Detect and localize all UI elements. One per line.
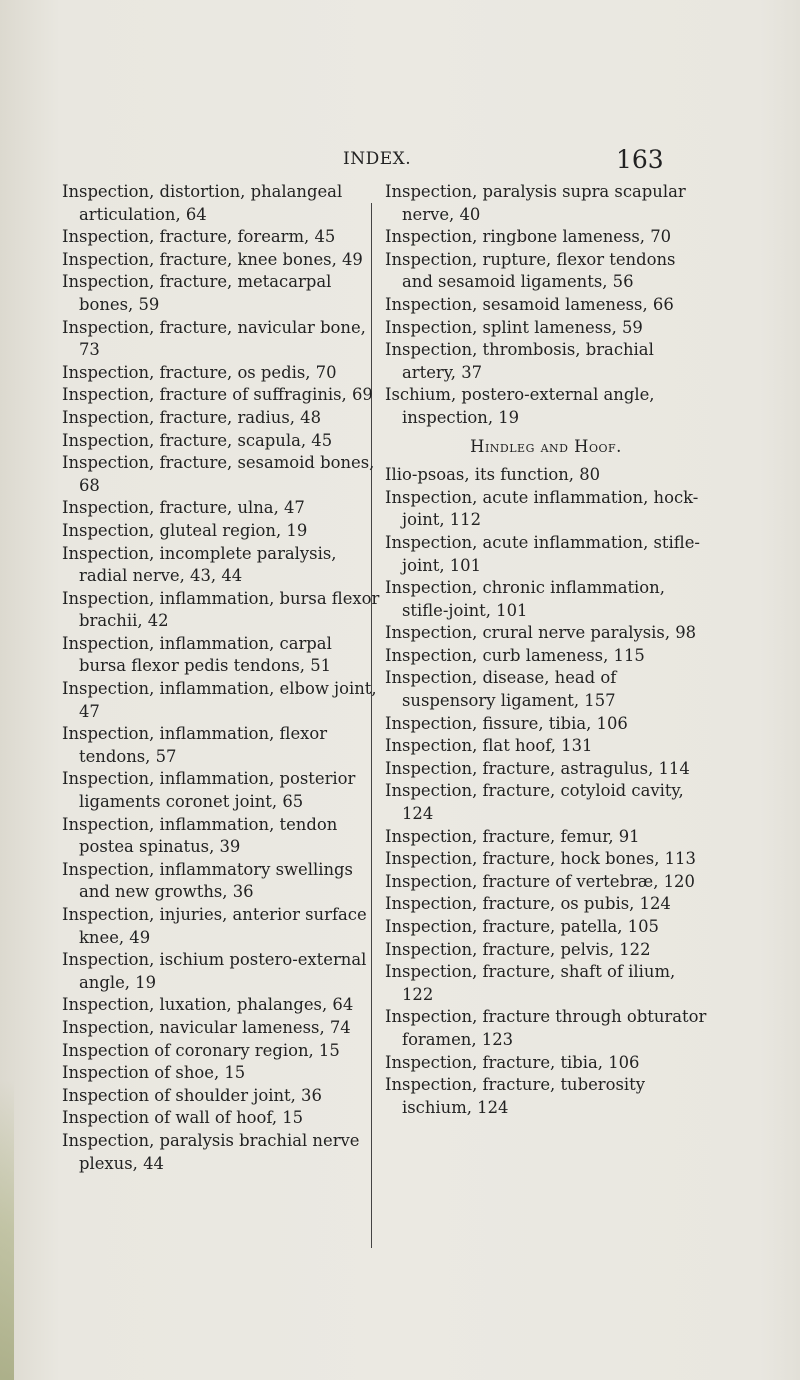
index-entry: Inspection, acute inflammation, hock-joint, 112 xyxy=(385,487,699,530)
index-entry: Inspection, fracture of vertebræ, 120 xyxy=(385,871,695,891)
index-entry: Inspection, sesamoid lameness, 66 xyxy=(385,294,674,314)
index-entry: Inspection, fracture, femur, 91 xyxy=(385,826,640,846)
index-column-right xyxy=(385,181,707,1119)
index-entry: Inspection, inflammation, flexor tendons, 57 xyxy=(62,724,328,766)
index-entry: Inspection, flat hoof, 131 xyxy=(385,736,593,756)
section-heading: Hindleg and Hoof. xyxy=(470,436,622,456)
index-entry: Inspection, paralysis supra scapular nerve, 40 xyxy=(385,182,686,224)
index-entry: Inspection, thrombosis, brachial artery, 37 xyxy=(385,340,654,382)
index-entry: Inspection, fracture, patella, 105 xyxy=(385,917,659,936)
index-entry: Inspection, acute inflammation, stifle-joint, 101 xyxy=(385,532,700,575)
index-entry: Inspection, paralysis brachial nerve plexus, 44 xyxy=(62,1130,360,1173)
index-entry: Inspection, fracture, shaft of ilium, 122 xyxy=(385,962,676,1004)
index-entry: Inspection, fracture, tibia, 106 xyxy=(385,1052,640,1072)
index-entry: Inspection, fracture, os pedis, 70 xyxy=(62,362,337,382)
index-entry: Inspection, luxation, phalanges, 64 xyxy=(62,995,354,1015)
index-entry: Inspection, inflammation, elbow joint, 47 xyxy=(62,679,377,721)
index-entry: Inspection, fracture, sesamoid bones, 68 xyxy=(62,453,375,495)
index-entry: Inspection, incomplete paralysis, radial nerve, 43, 44 xyxy=(62,543,337,586)
index-entry: Inspection, fracture, scapula, 45 xyxy=(62,430,333,450)
index-entry: Inspection, fracture, metacarpal bones, 59 xyxy=(62,272,332,314)
page-edge-stain xyxy=(0,1080,14,1380)
index-list-forelimb-continued xyxy=(385,181,707,430)
index-entry: Inspection, splint lameness, 59 xyxy=(385,317,643,337)
index-entry: Ischium, postero-external angle, inspection, 19 xyxy=(385,385,655,427)
index-entry: Inspection, inflammatory swellings and new growths, 36 xyxy=(62,859,353,902)
index-entry: Inspection, disease, head of suspensory ligament, 157 xyxy=(385,668,617,711)
index-entry: Inspection of coronary region, 15 xyxy=(62,1040,340,1060)
index-entry: Inspection, inflammation, tendon postea spinatus, 39 xyxy=(62,814,338,857)
index-entry: Inspection, fissure, tibia, 106 xyxy=(385,713,628,733)
index-entry: Inspection, chronic inflammation, stifle-joint, 101 xyxy=(385,578,665,620)
index-entry: Inspection, fracture, forearm, 45 xyxy=(62,227,336,247)
index-entry: Inspection of shoe, 15 xyxy=(62,1063,246,1083)
index-entry: Inspection, fracture, hock bones, 113 xyxy=(385,849,696,869)
index-entry: Inspection, fracture, navicular bone, 73 xyxy=(62,317,366,360)
index-entry: Inspection, fracture of suffraginis, 69 xyxy=(62,385,373,405)
index-entry: Inspection of shoulder joint, 36 xyxy=(62,1085,322,1105)
index-entry: Inspection, ringbone lameness, 70 xyxy=(385,227,672,247)
index-list-hindleg xyxy=(385,464,707,1119)
index-entry: Inspection, ischium postero-external angle, 19 xyxy=(62,950,367,992)
running-title: INDEX. xyxy=(343,149,412,169)
index-entry: Inspection, fracture, tuberosity ischium, 124 xyxy=(385,1075,645,1117)
index-entry: Inspection, fracture, pelvis, 122 xyxy=(385,939,651,959)
index-entry: Ilio-psoas, its function, 80 xyxy=(385,465,601,485)
index-entry: Inspection, navicular lameness, 74 xyxy=(62,1017,351,1037)
page-number: 163 xyxy=(616,145,664,174)
index-entry: Inspection, rupture, flexor tendons and sesamoid ligaments, 56 xyxy=(385,249,676,292)
index-entry: Inspection, inflammation, bursa flexor brachii, 42 xyxy=(62,588,380,631)
index-entry: Inspection, fracture, cotyloid cavity, 124 xyxy=(385,781,684,824)
index-column-left xyxy=(62,181,382,1175)
page-header xyxy=(0,145,800,175)
index-entry: Inspection, curb lameness, 115 xyxy=(385,645,645,665)
index-entry: Inspection, fracture, astragulus, 114 xyxy=(385,758,690,778)
index-entry: Inspection, fracture, knee bones, 49 xyxy=(62,249,363,269)
index-entry: Inspection, distortion, phalangeal articulation, 64 xyxy=(62,182,343,224)
index-entry: Inspection, inflammation, carpal bursa flexor pedis tendons, 51 xyxy=(62,633,332,676)
index-entry: Inspection, inflammation, posterior ligaments coronet joint, 65 xyxy=(62,769,356,812)
index-entry: Inspection, gluteal region, 19 xyxy=(62,520,308,540)
index-entry: Inspection, crural nerve paralysis, 98 xyxy=(385,623,697,643)
index-entry: Inspection, injuries, anterior surface knee, 49 xyxy=(62,905,367,947)
index-entry: Inspection, fracture, radius, 48 xyxy=(62,407,322,427)
index-entry: Inspection, fracture, os pubis, 124 xyxy=(385,894,671,914)
index-entry: Inspection, fracture, ulna, 47 xyxy=(62,498,305,518)
index-entry: Inspection of wall of hoof, 15 xyxy=(62,1108,304,1128)
index-entry: Inspection, fracture through obturator foramen, 123 xyxy=(385,1007,707,1049)
